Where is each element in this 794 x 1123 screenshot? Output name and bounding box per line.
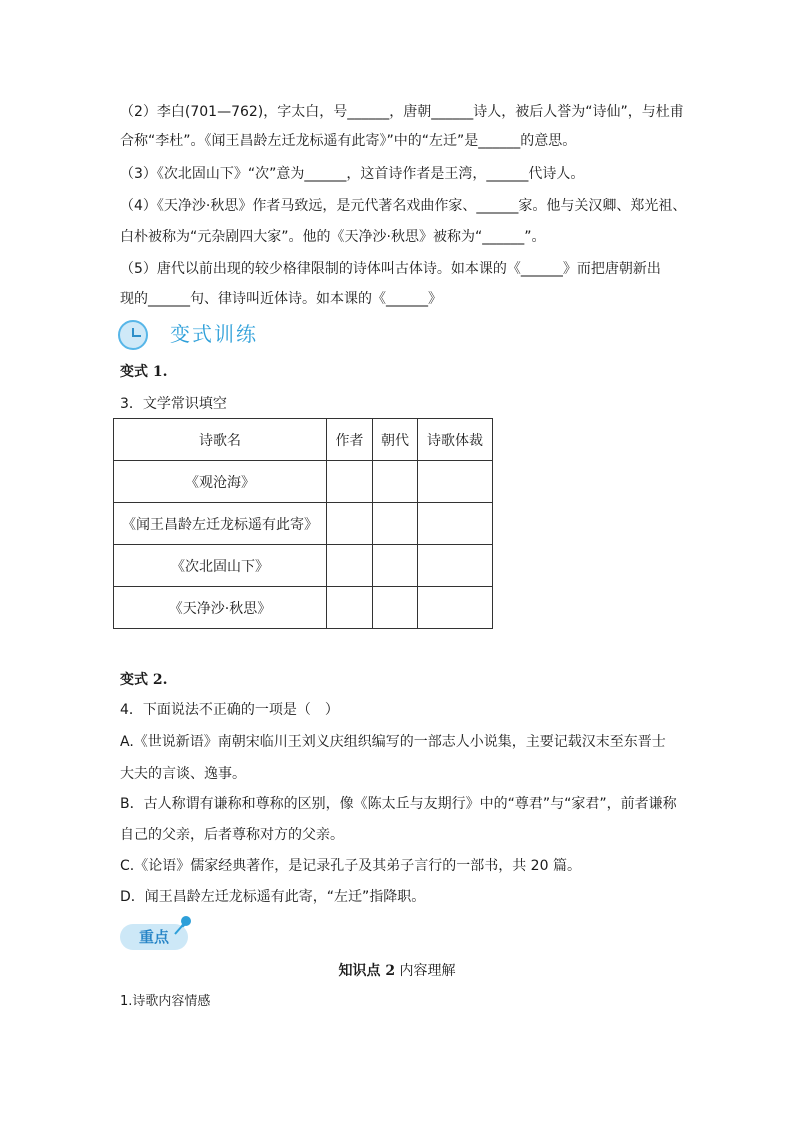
key-point-badge: 重点 [120,924,188,950]
clock-icon [118,320,148,350]
option-b-line-1: B．古人称谓有谦称和尊称的区别，像《陈太丘与友期行》中的“尊君”与“家君”，前者谦称 [120,796,677,812]
paragraph-2-line-1: （2）李白(701—762)，字太白，号______，唐朝______诗人，被后人誉为“诗仙”，与杜甫 [120,104,684,120]
option-a-line-1: A.《世说新语》南朝宋临川王刘义庆组织编写的一部志人小说集，主要记载汉末至东晋士 [120,734,666,750]
poem-name-cell: 《观沧海》 [114,461,327,503]
variant-1-question: 3．文学常识填空 [120,396,227,412]
author-cell[interactable] [327,503,373,545]
paragraph-4-line-1: （4）《天净沙·秋思》作者马致远，是元代著名戏曲作家、______家。他与关汉卿、郑光祖、 [120,198,687,214]
table-row [114,545,493,587]
dynasty-cell[interactable] [373,587,418,629]
table-header-cell: 朝代 [373,419,418,461]
author-cell[interactable] [327,461,373,503]
paragraph-5-line-2: 现的______句、律诗叫近体诗。如本课的《______》 [120,291,442,307]
pin-icon [172,914,194,936]
table-header-cell: 作者 [327,419,373,461]
genre-cell[interactable] [418,545,493,587]
author-cell[interactable] [327,545,373,587]
option-c: C.《论语》儒家经典著作，是记录孔子及其弟子言行的一部书，共 20 篇。 [120,858,581,874]
dynasty-cell[interactable] [373,461,418,503]
paragraph-2-line-2: 合称“李杜”。《闻王昌龄左迁龙标遥有此寄》”中的“左迁”是______的意思。 [120,133,577,149]
paragraph-3-line-1: （3）《次北固山下》“次”意为______，这首诗作者是王湾，______代诗人。 [120,166,585,182]
genre-cell[interactable] [418,587,493,629]
poem-name-cell: 《闻王昌龄左迁龙标遥有此寄》 [114,503,327,545]
table-row [114,587,493,629]
knowledge-point-title: 内容理解 [399,963,456,979]
knowledge-point-number: 知识点 2 [338,963,396,979]
paragraph-4-line-2: 白朴被称为“元杂剧四大家”。他的《天净沙·秋思》被称为“______”。 [120,229,546,245]
table-row [114,461,493,503]
author-cell[interactable] [327,587,373,629]
literature-table [113,418,493,629]
section-title: 变式训练 [170,322,258,346]
option-b-line-2: 自己的父亲，后者尊称对方的父亲。 [120,827,344,843]
variant-2-question: 4．下面说法不正确的一项是（ ） [120,702,339,718]
paragraph-5-line-1: （5）唐代以前出现的较少格律限制的诗体叫古体诗。如本课的《______》而把唐朝新出 [120,261,661,277]
dynasty-cell[interactable] [373,503,418,545]
variant-2-label: 变式 2. [120,672,168,688]
option-a-line-2: 大夫的言谈、逸事。 [120,766,246,782]
option-d: D．闻王昌龄左迁龙标遥有此寄，“左迁”指降职。 [120,889,426,905]
genre-cell[interactable] [418,461,493,503]
knowledge-point-heading [0,960,794,980]
subheading: 1.诗歌内容情感 [120,994,211,1009]
table-header-cell: 诗歌体裁 [418,419,493,461]
table-header-row [114,419,493,461]
genre-cell[interactable] [418,503,493,545]
poem-name-cell: 《天净沙·秋思》 [114,587,327,629]
poem-name-cell: 《次北固山下》 [114,545,327,587]
variant-1-label: 变式 1. [120,364,168,380]
dynasty-cell[interactable] [373,545,418,587]
table-row [114,503,493,545]
table-header-cell: 诗歌名 [114,419,327,461]
